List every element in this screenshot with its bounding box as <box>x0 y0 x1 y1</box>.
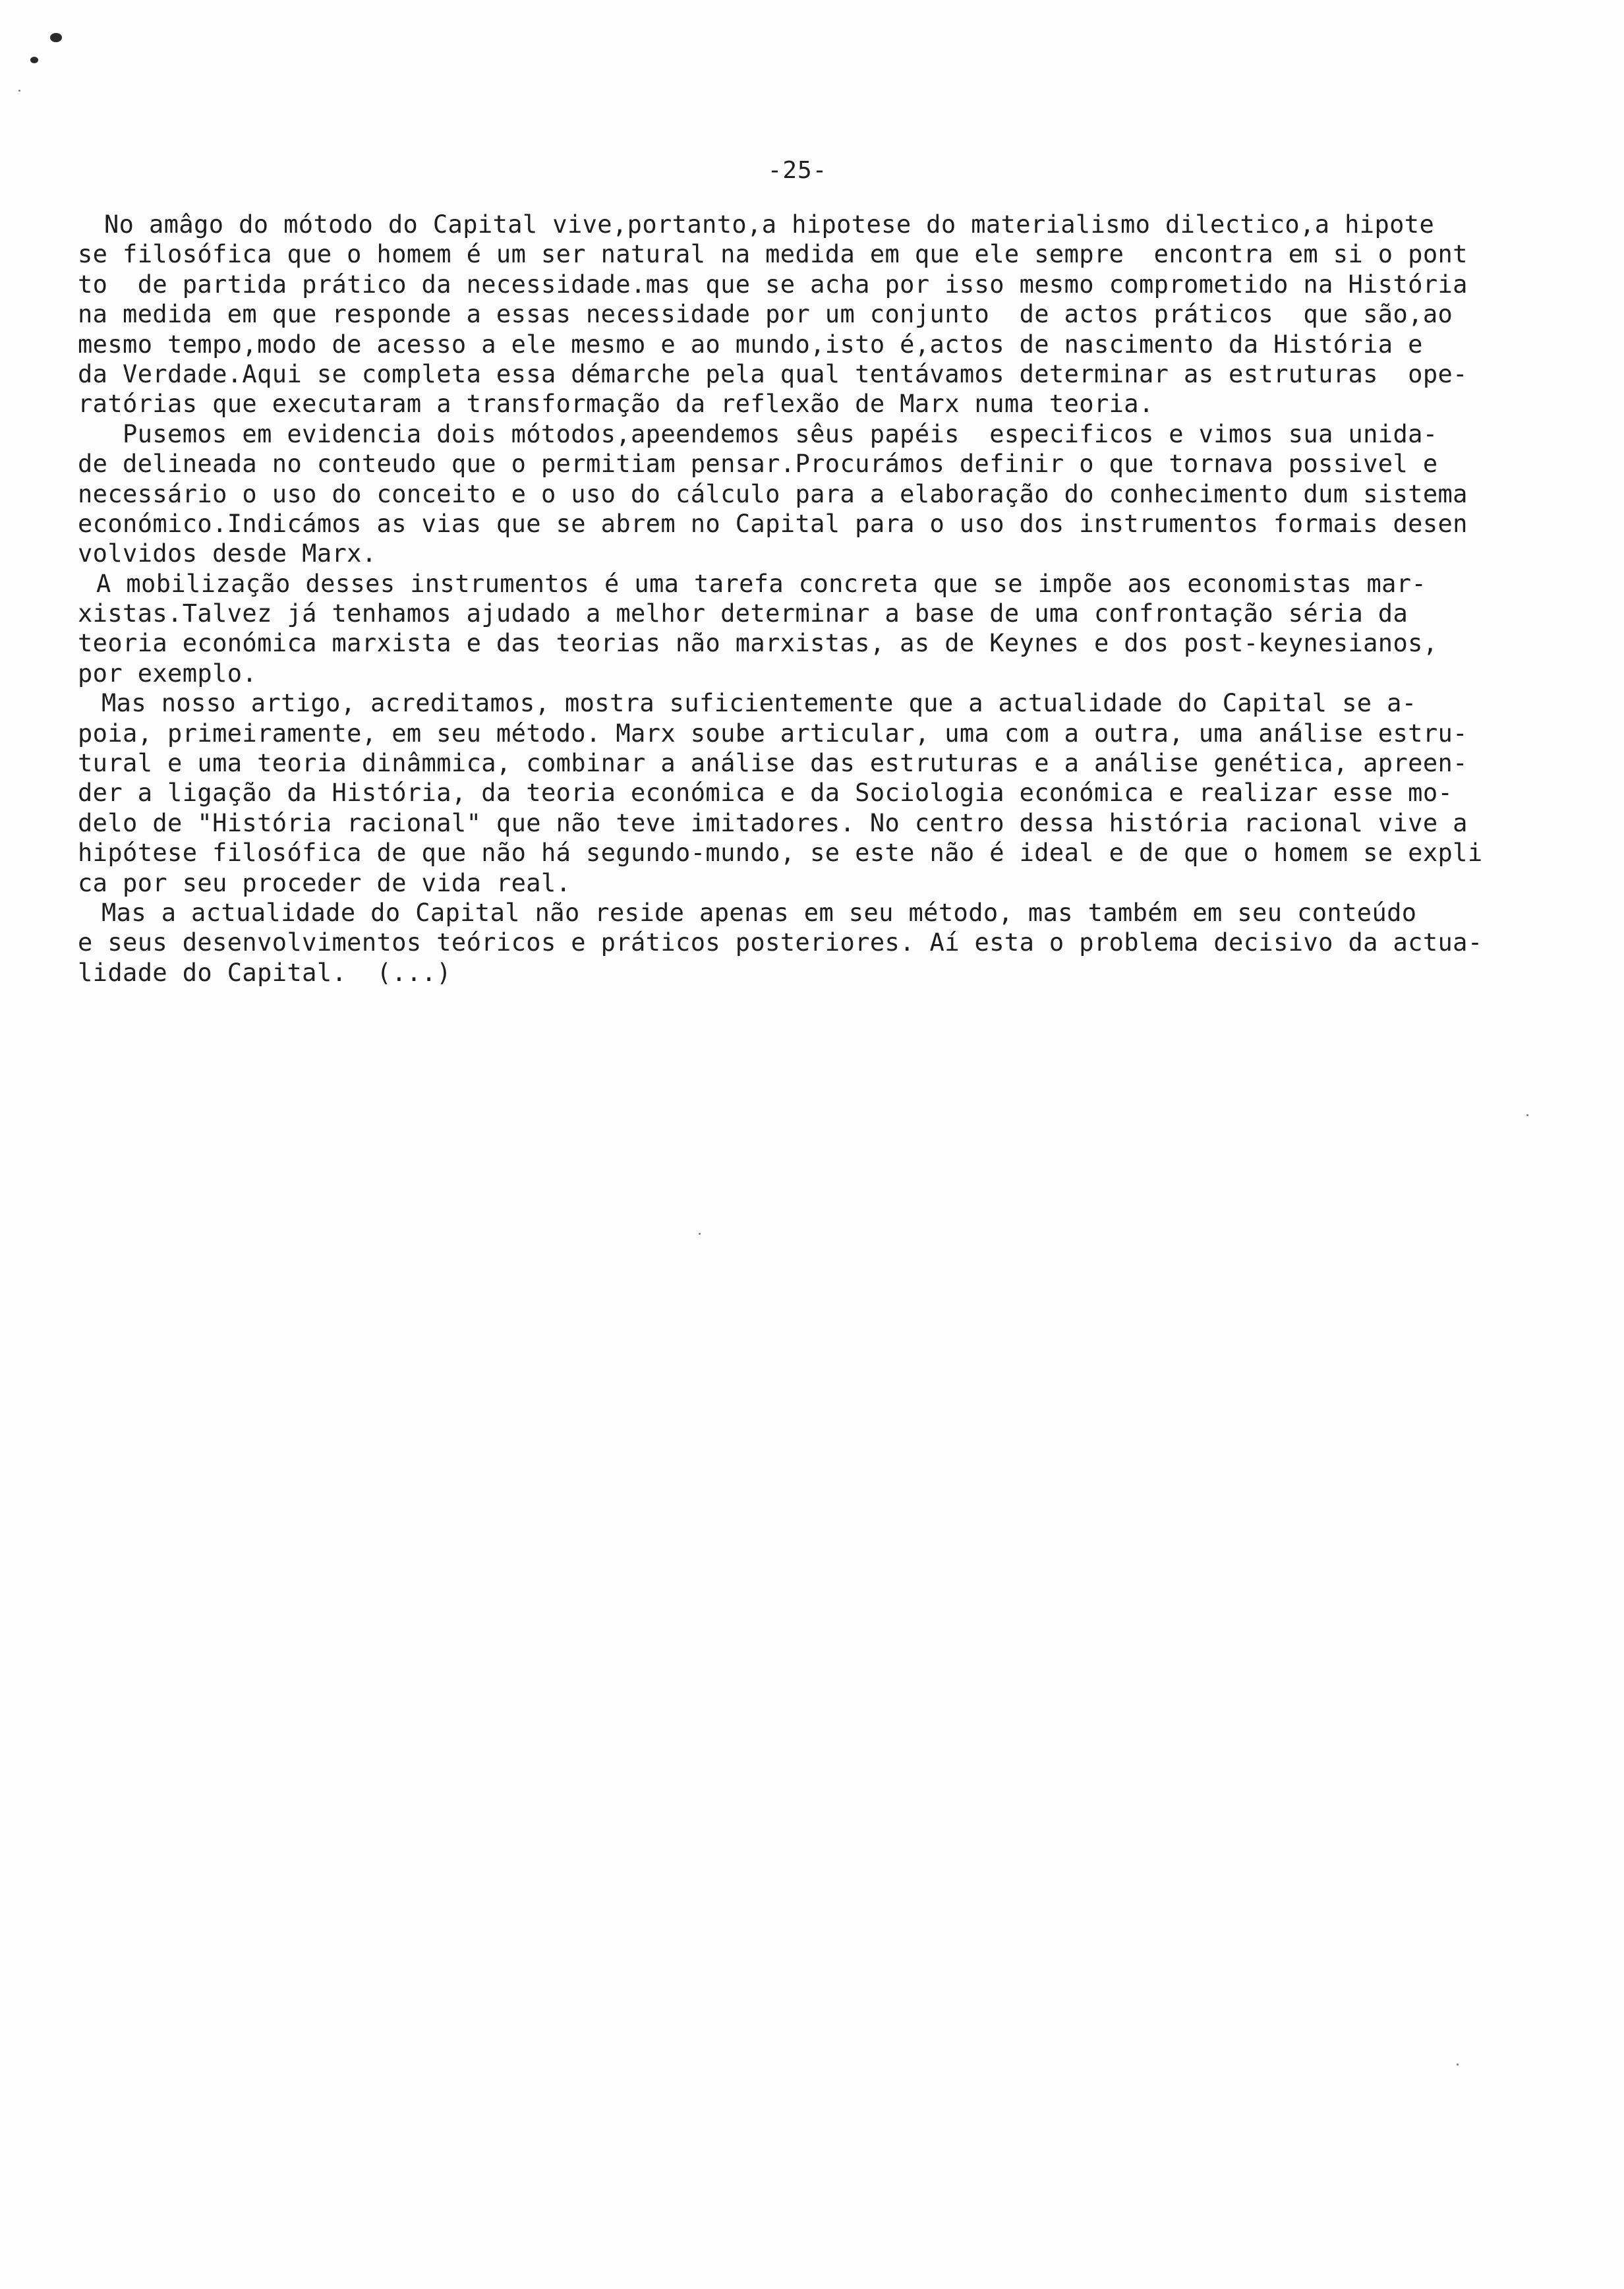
text-line: económico.Indicámos as vias que se abrem no Capital para o uso dos instrumentos formais desen <box>78 509 1468 538</box>
text-line: to de partida prático da necessidade.mas que se acha por isso mesmo comprometido na História <box>78 270 1468 299</box>
paper-speck <box>699 1233 701 1235</box>
body-text <box>78 210 1567 988</box>
text-line: lidade do Capital. (...) <box>78 958 451 987</box>
corner-ink-mark <box>50 33 62 42</box>
text-line: ratórias que executaram a transformação da reflexão de Marx numa teoria. <box>78 390 1154 419</box>
text-line: necessário o uso do conceito e o uso do cálculo para a elaboração do conhecimento dum sistema <box>78 479 1468 508</box>
text-line: xistas.Talvez já tenhamos ajudado a melhor determinar a base de uma confrontação séria da <box>78 599 1408 628</box>
text-line: volvidos desde Marx. <box>78 539 377 568</box>
text-line: mesmo tempo,modo de acesso a ele mesmo e ao mundo,isto é,actos de nascimento da História e <box>78 330 1423 359</box>
text-line: No amâgo do mótodo do Capital vive,portanto,a hipotese do materialismo dilectico,a hipote <box>104 210 1435 239</box>
text-line: ca por seu proceder de vida real. <box>78 868 571 897</box>
text-line: se filosófica que o homem é um ser natural na medida em que ele sempre encontra em si o pont <box>78 240 1468 269</box>
text-line: delo de "História racional" que não teve imitadores. No centro dessa história racional vive a <box>78 808 1468 837</box>
text-line: Mas nosso artigo, acreditamos, mostra suficientemente que a actualidade do Capital se a- <box>102 689 1417 718</box>
text-line: tural e uma teoria dinâmmica, combinar a análise das estruturas e a análise genética, apreen- <box>78 749 1468 778</box>
text-line: Mas a actualidade do Capital não reside apenas em seu método, mas também em seu conteúdo <box>102 898 1417 927</box>
text-line: teoria económica marxista e das teorias não marxistas, as de Keynes e dos post-keynesianos, <box>78 629 1438 658</box>
text-line: hipótese filosófica de que não há segundo-mundo, se este não é ideal e de que o homem se expli <box>78 839 1483 868</box>
page-number: -25- <box>767 157 828 184</box>
paper-speck <box>1457 2064 1459 2066</box>
text-line: Pusemos em evidencia dois mótodos,apeendemos sêus papéis especificos e vimos sua unida- <box>123 419 1438 448</box>
text-line: poia, primeiramente, em seu método. Marx soube articular, uma com a outra, uma análise estru- <box>78 719 1468 748</box>
text-line: na medida em que responde a essas necessidade por um conjunto de actos práticos que são,ao <box>78 300 1453 329</box>
text-line: der a ligação da História, da teoria económica e da Sociologia económica e realizar esse mo- <box>78 779 1453 808</box>
text-line: de delineada no conteudo que o permitiam pensar.Procurámos definir o que tornava possivel e <box>78 450 1438 479</box>
text-line: e seus desenvolvimentos teóricos e práticos posteriores. Aí esta o problema decisivo da actua- <box>78 928 1483 957</box>
paper-speck <box>18 90 20 92</box>
text-line: por exemplo. <box>78 659 258 688</box>
corner-ink-mark <box>30 57 38 63</box>
text-line: da Verdade.Aqui se completa essa démarche pela qual tentávamos determinar as estruturas ope- <box>78 359 1468 388</box>
text-line: A mobilização desses instrumentos é uma tarefa concreta que se impõe aos economistas mar- <box>96 569 1427 598</box>
paper-speck <box>1526 1114 1528 1116</box>
